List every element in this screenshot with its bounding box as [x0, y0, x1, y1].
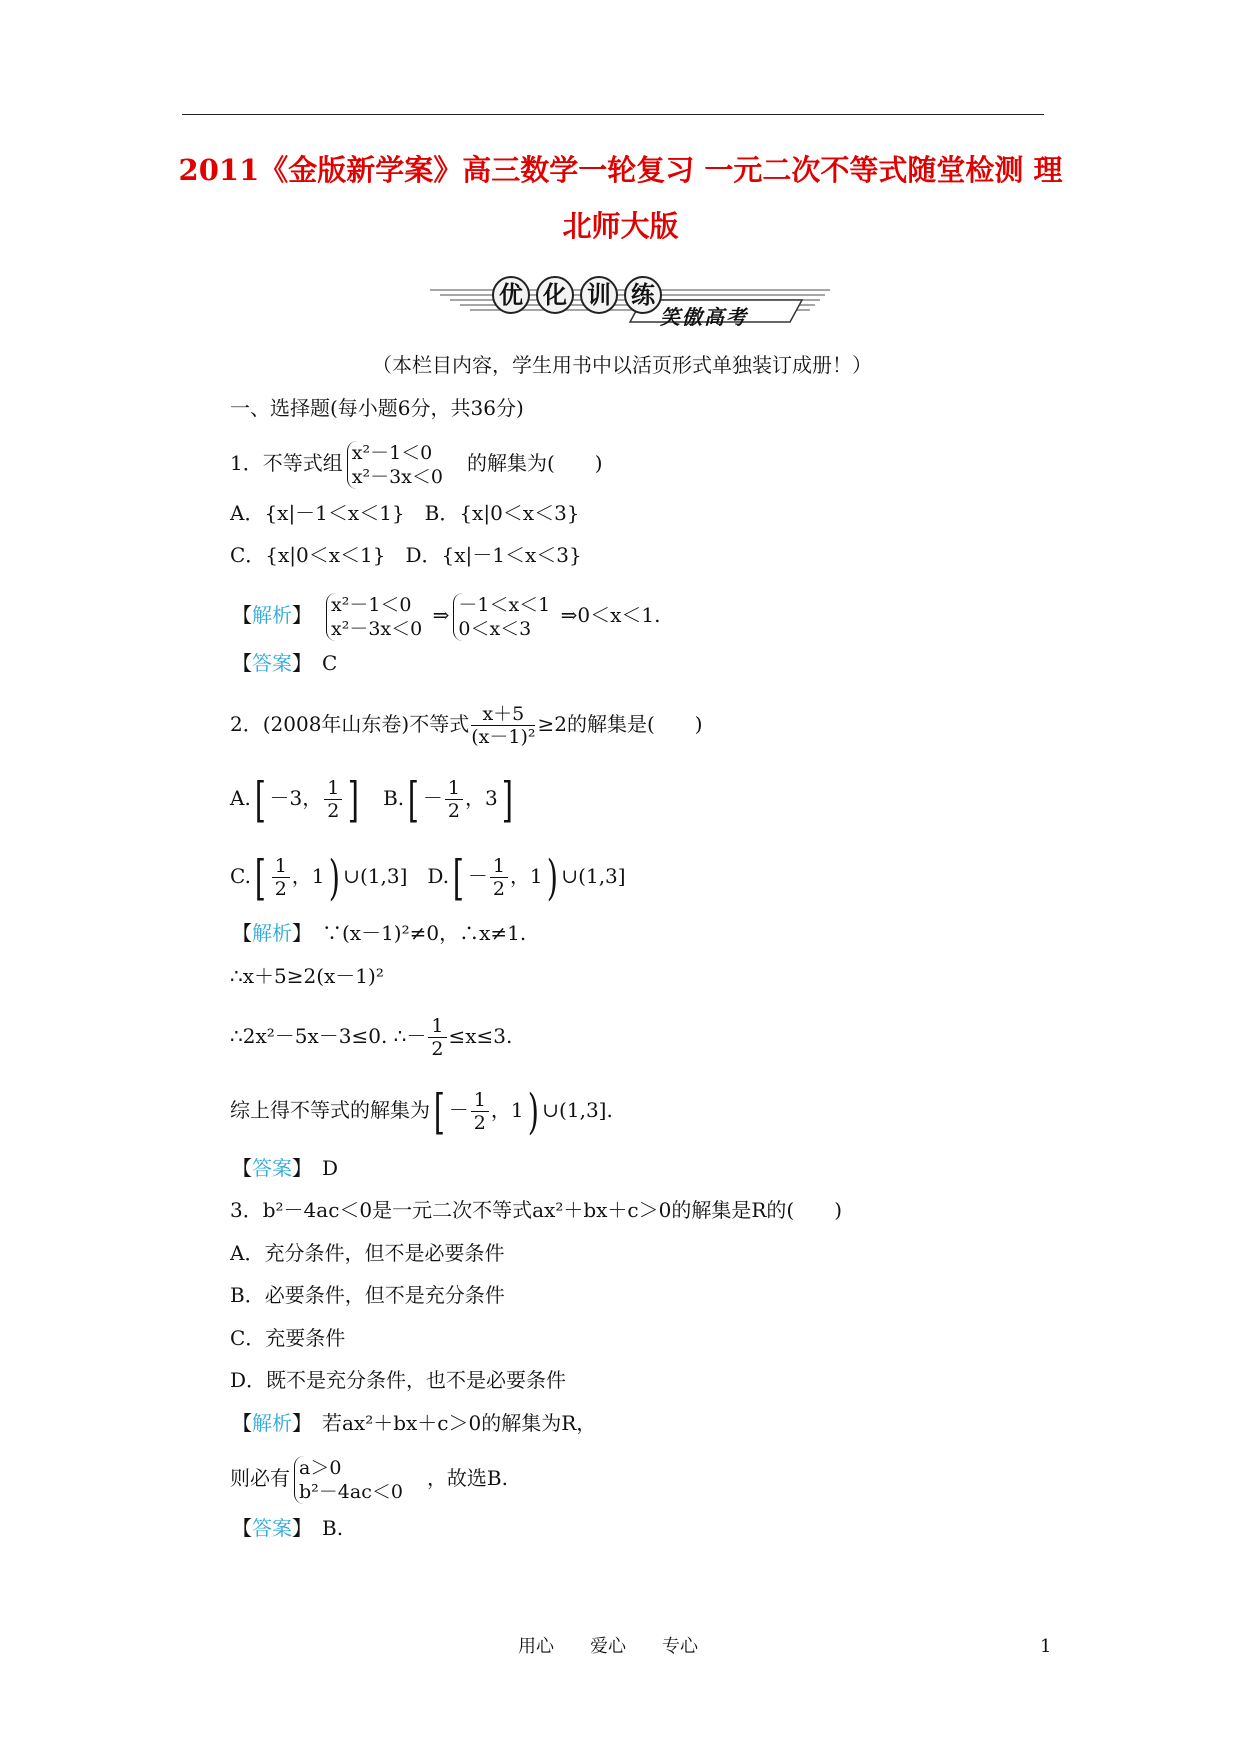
q2-analysis: 【解析】 ∵(x－1)²≠0，∴x≠1.: [232, 921, 527, 945]
page-number: 1: [1040, 1636, 1052, 1657]
page-title-line1: 2011《金版新学案》高三数学一轮复习 一元二次不等式随堂检测 理: [178, 153, 1063, 187]
q2-fraction: $\frac{x+5}{\text{(x－1)²}}$: [471, 703, 536, 748]
section-heading: 一、选择题(每小题6分，共36分): [230, 396, 524, 420]
answer-label: 答案: [252, 1156, 292, 1180]
page-title-line2: 北师大版: [562, 209, 679, 243]
banner-char: 训: [580, 276, 618, 314]
banner-char: 优: [492, 276, 530, 314]
q3-analysis: 【解析】 若ax²＋bx＋c＞0的解集为R，: [232, 1411, 597, 1435]
q3-answer: 【答案】 B.: [232, 1516, 344, 1540]
q1-options-ab: A．{x|－1＜x＜1} B．{x|0＜x＜3}: [230, 501, 580, 525]
header-rule: [182, 114, 1044, 115]
answer-label: 答案: [252, 651, 292, 675]
q1-stem: 1．不等式组 x²－1＜0 x²－3x＜0 的解集为( ): [230, 441, 603, 488]
q1-analysis-system2: －1＜x＜1 0＜x＜3: [453, 593, 550, 641]
banner-char: 练: [624, 276, 662, 314]
q2-analysis-step3: ∴2x²－5x－3≤0. ∴－ $\frac{1}{2}$ ≤x≤3.: [230, 1015, 513, 1060]
footer-motto: 用心 爱心 专心: [518, 1636, 698, 1657]
q3-system: a＞0 b²－4ac＜0: [294, 1456, 403, 1504]
q3-option-a: A．充分条件，但不是必要条件: [230, 1241, 505, 1265]
q2-analysis-step2: ∴x＋5≥2(x－1)²: [230, 964, 384, 988]
q2-options-cd: C.[ $\frac{1}{2}$ ，1) ∪(1,3] D.[ － $\frac{1}{2}$ ，1) ∪(1,3]: [230, 849, 626, 906]
q3-option-c: C．充要条件: [230, 1326, 346, 1350]
q3-option-b: B．必要条件，但不是充分条件: [230, 1283, 505, 1307]
banner: [430, 272, 830, 328]
analysis-label: 解析: [252, 921, 292, 945]
banner-slogan: 笑傲高考: [660, 305, 748, 329]
q1-analysis: 【解析】 x²－1＜0 x²－3x＜0 ⇒ －1＜x＜1 0＜x＜3 ⇒0＜x＜1.: [232, 593, 661, 640]
q2-options-ab: A.[ －3， $\frac{1}{2}$ ] B.[ － $\frac{1}{2}$ ，3]: [230, 771, 513, 828]
answer-label: 答案: [252, 1516, 292, 1540]
q3-stem: 3．b²－4ac＜0是一元二次不等式ax²＋bx＋c＞0的解集是R的( ): [230, 1198, 843, 1222]
q3-system-line: 则必有 a＞0 b²－4ac＜0 ，故选B.: [230, 1456, 508, 1503]
analysis-label: 解析: [252, 603, 292, 627]
q2-stem: 2．(2008年山东卷)不等式 $\frac{x+5}{\text{(x－1)²}}$ ≥2的解集是( ): [230, 703, 703, 748]
q1-answer: 【答案】 C: [232, 651, 338, 675]
q1-system: x²－1＜0 x²－3x＜0: [347, 441, 443, 489]
q2-answer: 【答案】 D: [232, 1156, 339, 1180]
q3-option-d: D．既不是充分条件，也不是必要条件: [230, 1368, 567, 1392]
q1-analysis-system1: x²－1＜0 x²－3x＜0: [326, 593, 422, 641]
analysis-label: 解析: [252, 1411, 292, 1435]
banner-char: 化: [536, 276, 574, 314]
q1-options-cd: C．{x|0＜x＜1} D．{x|－1＜x＜3}: [230, 543, 582, 567]
q2-summary: 综上得不等式的解集为[ － $\frac{1}{2}$ ，1) ∪(1,3].: [230, 1083, 613, 1140]
note: （本栏目内容，学生用书中以活页形式单独装订成册！）: [372, 353, 872, 377]
